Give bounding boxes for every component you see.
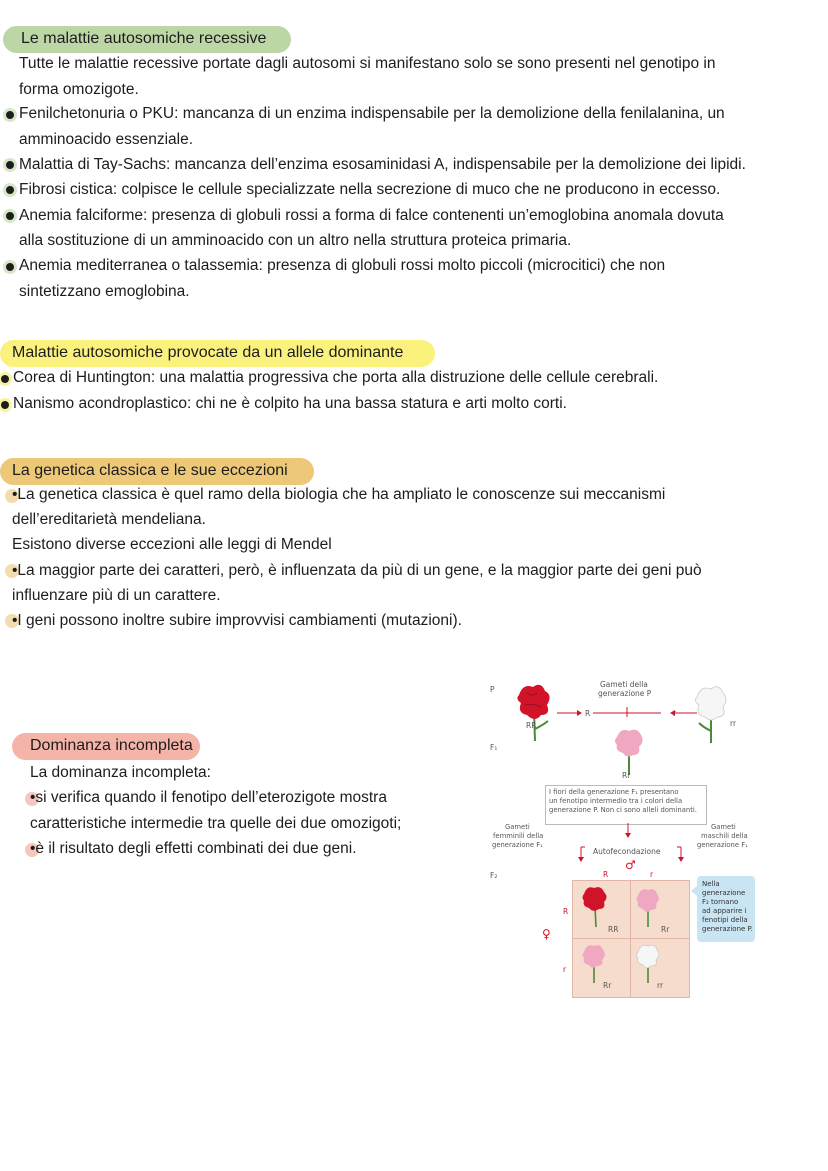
- list-item-falciforme: Anemia falciforme: presenza di globuli rossi a forma di falce contenenti un’emoglobina anomala dovuta: [19, 207, 724, 224]
- bullet-dot: [6, 186, 14, 194]
- list-item-tay-sachs: Malattia di Tay-Sachs: mancanza dell’enzima esosaminidasi A, indispensabile per la demolizione dei lipidi.: [19, 156, 746, 173]
- heading-recessive: [3, 26, 291, 53]
- bullet-dot: [6, 111, 14, 119]
- female-gametes-3: generazione F₁: [492, 841, 543, 849]
- genotype-rr-f1: Rr: [622, 771, 631, 780]
- genetica-line-1: •La genetica classica è quel ramo della biologia che ha ampliato le conoscenze sui meccanismi: [12, 486, 666, 503]
- red-flower-icon: [515, 681, 555, 743]
- dominanza-line-4: •è il risultato degli effetti combinati dei due geni.: [30, 840, 357, 857]
- col-allele-r-upper: R: [603, 870, 609, 879]
- male-symbol: ♂: [625, 858, 636, 872]
- col-allele-r-lower: r: [650, 870, 654, 879]
- list-item-fibrosi: Fibrosi cistica: colpisce le cellule specializzate nella secrezione di muco che ne producono in eccesso.: [19, 181, 721, 198]
- pink-flower-rr-icon: [635, 887, 661, 929]
- heading-dominanza-text: Dominanza incompleta: [30, 737, 193, 754]
- f2-note-1: Nella: [702, 880, 720, 888]
- f1-info-line-3: generazione P. Non ci sono alleli dominanti.: [549, 806, 697, 814]
- list-item-pku-cont: amminoacido essenziale.: [19, 131, 194, 148]
- red-flower-rr-icon: [581, 885, 609, 929]
- label-f1: F₁: [490, 743, 498, 752]
- f1-info-line-2: un fenotipo intermedio tra i colori della: [549, 797, 683, 805]
- down-arrow: [623, 823, 633, 839]
- female-symbol: ♀: [542, 927, 551, 941]
- list-item-falciforme-cont: alla sostituzione di un amminoacido con un altro nella struttura proteica primaria.: [19, 232, 572, 249]
- list-item-nanismo: Nanismo acondroplastico: chi ne è colpito ha una bassa statura e arti molto corti.: [13, 395, 567, 412]
- f2-note-2: generazione: [702, 889, 746, 897]
- dominanza-line-2: •si verifica quando il fenotipo dell’eterozigote mostra: [30, 789, 387, 806]
- list-item-talassemia: Anemia mediterranea o talassemia: presenza di globuli rossi molto piccoli (microcitici) che non: [19, 257, 666, 274]
- allele-r-lower: r: [673, 709, 677, 718]
- heading-dominanza: [12, 733, 200, 760]
- cell-genotype-rr-4: rr: [657, 981, 664, 990]
- punnett-divider-h: [573, 938, 689, 939]
- f2-note-6: generazione P.: [702, 925, 753, 933]
- heading-genetica: [0, 458, 314, 485]
- bullet-dot: [1, 401, 9, 409]
- white-flower-icon: [693, 683, 729, 745]
- bullet-dot: [6, 263, 14, 271]
- dominanza-line-3: caratteristiche intermedie tra quelle dei due omozigoti;: [30, 815, 402, 832]
- list-item-talassemia-cont: sintetizzano emoglobina.: [19, 283, 190, 300]
- genetica-line-5: influenzare più di un carattere.: [12, 587, 221, 604]
- cell-genotype-rr-3: Rr: [603, 981, 612, 990]
- bullet-dot: [6, 212, 14, 220]
- gametes-p-label-2: generazione P: [598, 689, 652, 698]
- row-allele-r-lower: r: [563, 965, 567, 974]
- self-fertilization-label: Autofecondazione: [593, 847, 661, 856]
- male-gametes-1: Gameti: [711, 823, 736, 831]
- bullet-dot: [6, 161, 14, 169]
- f1-info-line-1: I fiori della generazione F₁ presentano: [549, 788, 679, 796]
- row-allele-r-upper: R: [563, 907, 569, 916]
- punnett-divider-v: [630, 881, 631, 997]
- f2-note-4: ad apparire i: [702, 907, 747, 915]
- f2-note-pointer: [691, 886, 697, 896]
- heading-dominant-text: Malattie autosomiche provocate da un allele dominante: [12, 344, 404, 361]
- dominanza-line-1: La dominanza incompleta:: [30, 764, 211, 781]
- male-gametes-3: generazione F₁: [697, 841, 748, 849]
- list-item-huntington: Corea di Huntington: una malattia progressiva che porta alla distruzione delle cellule cerebrali.: [13, 369, 659, 386]
- genetica-line-2: dell’ereditarietà mendeliana.: [12, 511, 206, 528]
- heading-recessive-text: Le malattie autosomiche recessive: [21, 30, 267, 47]
- cell-genotype-rr: RR: [608, 925, 619, 934]
- bullet-dot: [1, 375, 9, 383]
- heading-dominant: [0, 340, 435, 367]
- female-gametes-1: Gameti: [505, 823, 530, 831]
- pink-flower-f1-icon: [613, 727, 645, 777]
- list-item-pku: Fenilchetonuria o PKU: mancanza di un enzima indispensabile per la demolizione della fenilalanina, un: [19, 105, 725, 122]
- female-gametes-2: femminili della: [493, 832, 544, 840]
- intro-line-1: Tutte le malattie recessive portate dagli autosomi si manifestano solo se sono presenti nel genotipo in: [19, 55, 716, 72]
- genetica-line-4: •La maggior parte dei caratteri, però, è influenzata da più di un gene, e la maggior parte dei geni può: [12, 562, 702, 579]
- male-gametes-2: maschili della: [701, 832, 748, 840]
- f2-note-5: fenotipi della: [702, 916, 748, 924]
- gametes-p-label-1: Gameti della: [600, 680, 648, 689]
- pink-flower-rr-lower-icon: [581, 943, 607, 985]
- genotype-rr-white: rr: [730, 719, 737, 728]
- genetica-line-3: Esistono diverse eccezioni alle leggi di Mendel: [12, 536, 332, 553]
- label-f2: F₂: [490, 871, 498, 880]
- genotype-rr-parent: RR: [526, 721, 537, 730]
- white-flower-rr-icon: [635, 943, 661, 985]
- allele-r-upper: R: [585, 709, 591, 718]
- label-p: P: [490, 685, 495, 694]
- intro-line-2: forma omozigote.: [19, 81, 139, 98]
- f2-note-3: F₂ tornano: [702, 898, 739, 906]
- dominance-figure: [485, 675, 765, 995]
- genetica-line-6: •I geni possono inoltre subire improvvisi cambiamenti (mutazioni).: [12, 612, 462, 629]
- cell-genotype-rr-2: Rr: [661, 925, 670, 934]
- heading-genetica-text: La genetica classica e le sue eccezioni: [12, 462, 288, 479]
